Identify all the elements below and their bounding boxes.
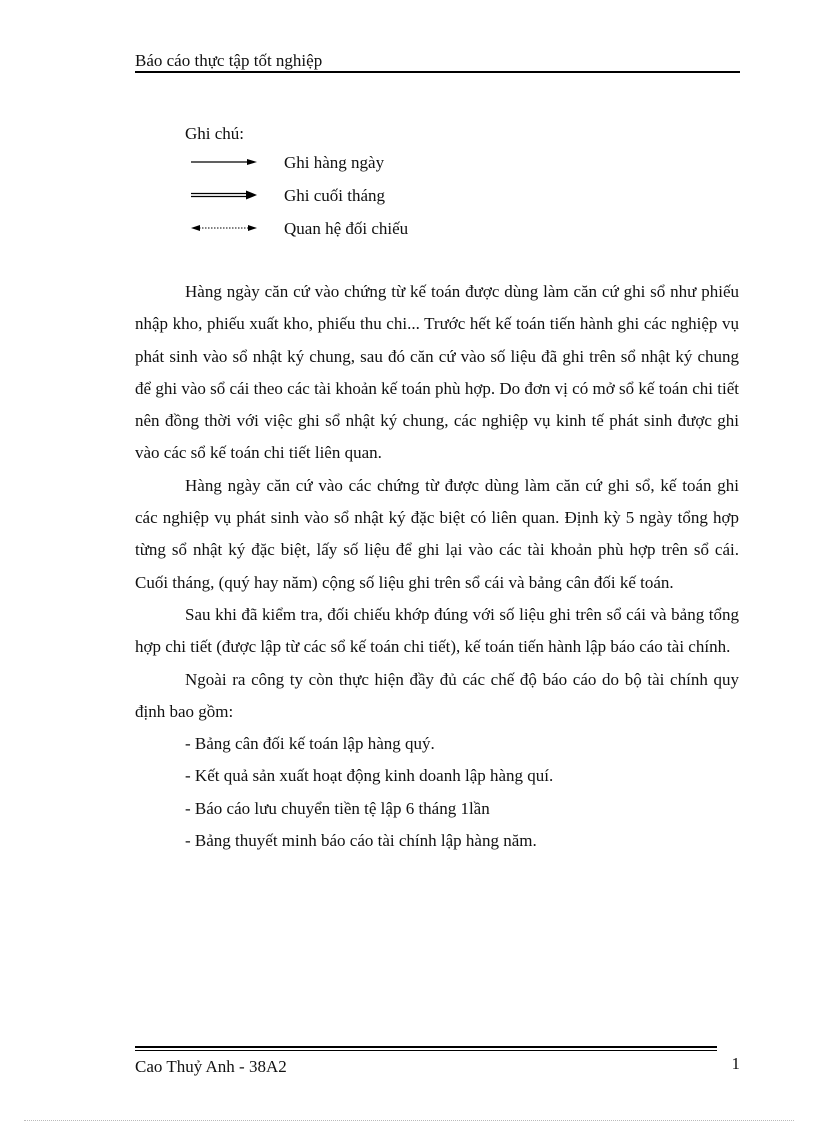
report-list bbox=[135, 728, 739, 857]
paragraph: Ngoài ra công ty còn thực hiện đầy đủ các chế độ báo cáo do bộ tài chính quy định bao gồm: bbox=[135, 669, 739, 721]
paragraph: Hàng ngày căn cứ vào chứng từ kế toán được dùng làm căn cứ ghi sổ như phiếu nhập kho, phiếu xuất kho, phiếu thu chi... Trước hết kế toán tiến hành ghi các nghiệp vụ phát sinh vào sổ nhật ký chung, sau đó căn cứ vào số liệu đã ghi trên sổ nhật ký chung để ghi vào sổ cái theo các tài khoản kế toán phù hợp. Do đơn vị có mở sổ kế toán chi tiết nên đồng thời với việc ghi sổ nhật ký chung, các nghiệp vụ kinh tế phát sinh được ghi vào các sổ kế toán chi tiết liên quan. bbox=[135, 282, 739, 463]
legend-heading: Ghi chú: bbox=[185, 124, 245, 143]
legend-label: Ghi hàng ngày bbox=[284, 153, 385, 172]
legend-item bbox=[185, 186, 386, 219]
legend-item bbox=[185, 153, 385, 186]
single-arrow-icon bbox=[189, 155, 259, 169]
list-item: - Báo cáo lưu chuyển tiền tệ lập 6 tháng 1lần bbox=[185, 798, 490, 818]
footer-rule-thin bbox=[135, 1050, 717, 1051]
page-edge-divider bbox=[24, 1120, 794, 1121]
double-arrow-icon bbox=[189, 188, 259, 202]
list-item: - Bảng thuyết minh báo cáo tài chính lập hàng năm. bbox=[185, 831, 537, 851]
list-item: - Bảng cân đối kế toán lập hàng quý. bbox=[185, 734, 435, 754]
legend-item bbox=[185, 219, 409, 252]
dotted-bidirectional-arrow-icon bbox=[189, 221, 259, 235]
legend-label: Ghi cuối tháng bbox=[284, 186, 386, 205]
list-item: - Kết quả sản xuất hoạt động kinh doanh lập hàng quí. bbox=[185, 766, 554, 786]
legend bbox=[185, 124, 409, 252]
paragraph: Sau khi đã kiểm tra, đối chiếu khớp đúng với số liệu ghi trên sổ cái và bảng tổng hợp chi tiết (được lập từ các sổ kế toán chi tiết), kế toán tiến hành lập báo cáo tài chính. bbox=[135, 604, 739, 657]
body-text bbox=[135, 276, 739, 857]
footer-author: Cao Thuỷ Anh - 38A2 bbox=[135, 1057, 287, 1076]
page-number: 1 bbox=[731, 1054, 740, 1073]
footer-rule bbox=[135, 1046, 717, 1048]
paragraph: Hàng ngày căn cứ vào các chứng từ được dùng làm căn cứ ghi sổ, kế toán ghi các nghiệp vụ phát sinh vào sổ nhật ký đặc biệt có liên quan. Định kỳ 5 ngày tổng hợp từng sổ nhật ký đặc biệt, lấy số liệu để ghi lại vào các tài khoản phù hợp trên sổ cái. Cuối tháng, (quý hay năm) cộng số liệu ghi trên sổ cái và bảng cân đối kế toán. bbox=[135, 475, 739, 592]
header-title: Báo cáo thực tập tốt nghiệp bbox=[135, 51, 323, 70]
legend-label: Quan hệ đối chiếu bbox=[284, 219, 409, 238]
page-header bbox=[135, 50, 740, 72]
page-footer bbox=[135, 1046, 740, 1086]
header-rule bbox=[135, 71, 740, 73]
